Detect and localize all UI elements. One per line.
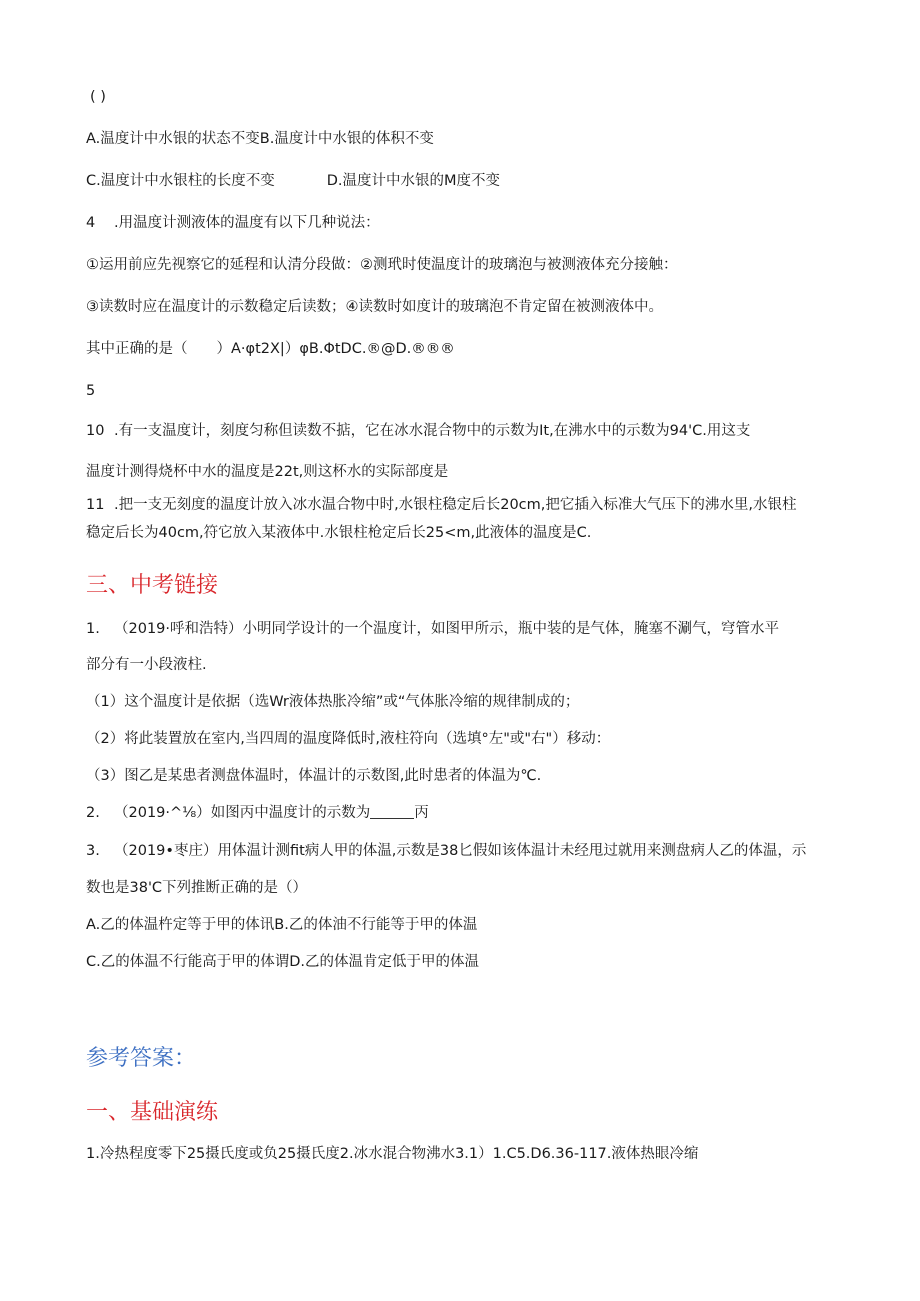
question-10-cont: 温度计测得烧杯中水的温度是22t,则这杯水的实际部度是 [86,464,449,480]
question-text: .有一支温度计，刻度匀称但读数不掂，它在冰水混合物中的示数为It,在沸水中的示数为94'C.用这支 [114,423,751,439]
zk-q3-option-ab: A.乙的体温杵定等于甲的体讯B.乙的体油不行能等于甲的体温 [86,917,478,933]
option-cd [86,171,500,191]
zk-question-1-cont: 部分有一小段液柱. [86,657,207,673]
question-11-cont: 稳定后长为40cm,符它放入某液体中.水银柱枪定后长25<m,此液体的温度是C. [86,525,592,541]
option-ab: A.温度计中水银的状态不变B.温度计中水银的体积不变 [86,131,434,147]
zk-question-2 [86,803,429,823]
zk-question-3 [86,841,806,861]
section-heading-zhongkao: 三、中考链接 [86,573,219,598]
figure-label: 丙 [414,805,429,821]
question-text: （2019•枣庄）用体温计测fit病人甲的体温,示数是38匕假如该体温计未经甩过就用来测盘病人乙的体温，示 [114,843,807,859]
question-number: 10 [86,423,105,439]
answers-line-1: 1.冷热程度零下25摄氏度或负25摄氏度2.冰水混合物沸水3.1）1.C5.D6.36-117.液体热眼冷缩 [86,1146,699,1162]
question-text: .把一支无刻度的温度计放入冰水温合物中时,水银柱稳定后长20cm,把它插入标准大气压下的沸水里,水银柱 [114,497,797,513]
answers-subheading-basic: 一、基础演练 [86,1100,219,1125]
question-number: 1. [86,621,100,637]
question-4-options: 其中正确的是（ ）A·φt2X|）φB.ΦtDC.®@D.®®® [86,341,455,357]
answer-blank [370,804,414,819]
option-d: D.温度计中水银的M度不变 [326,173,501,189]
zk-q1-part3: （3）图乙是某患者测盘体温时，体温计的示数图,此时患者的体温为℃. [86,768,542,784]
question-number: 11 [86,497,105,513]
question-text: .用温度计测液体的温度有以下几种说法： [114,215,380,231]
question-5: 5 [86,383,96,399]
question-4 [86,213,380,233]
zk-question-3-cont: 数也是38'C下列推断正确的是（） [86,880,308,896]
option-c: C.温度计中水银柱的长度不变 [86,173,275,189]
zk-q1-part1: （1）这个温度计是依据（选Wr液体热胀冷缩”或“气体胀冷缩的规律制成的； [86,694,580,710]
statement-34: ③读数时应在温度计的示数稳定后读数；④读数时如度计的玻璃泡不肯定留在被测液体中。 [86,299,663,315]
statement-12: ①运用前应先视察它的延程和认清分段做：②测玳时使温度计的玻璃泡与被测液体充分接触： [86,257,678,273]
question-11 [86,495,796,515]
question-text: （2019·^⅛）如图丙中温度计的示数为 [114,805,371,821]
question-text: （2019·呼和浩特）小明同学设计的一个温度计，如图甲所示，瓶中装的是气体，腌塞不涮气，穹管水平 [114,621,780,637]
answers-heading: 参考答案： [86,1046,197,1071]
zk-question-1 [86,619,779,639]
question-number: 3. [86,843,100,859]
question-number: 2. [86,805,100,821]
question-number: 4 [86,215,96,231]
question-10 [86,421,750,441]
bracket-line: ( ) [90,89,106,105]
zk-q3-option-cd: C.乙的体温不行能高于甲的体谓D.乙的体温肯定低于甲的体温 [86,954,480,970]
zk-q1-part2: （2）将此装置放在室内,当四周的温度降低时,液柱符向（选填°左"或"右"）移动： [86,731,611,747]
